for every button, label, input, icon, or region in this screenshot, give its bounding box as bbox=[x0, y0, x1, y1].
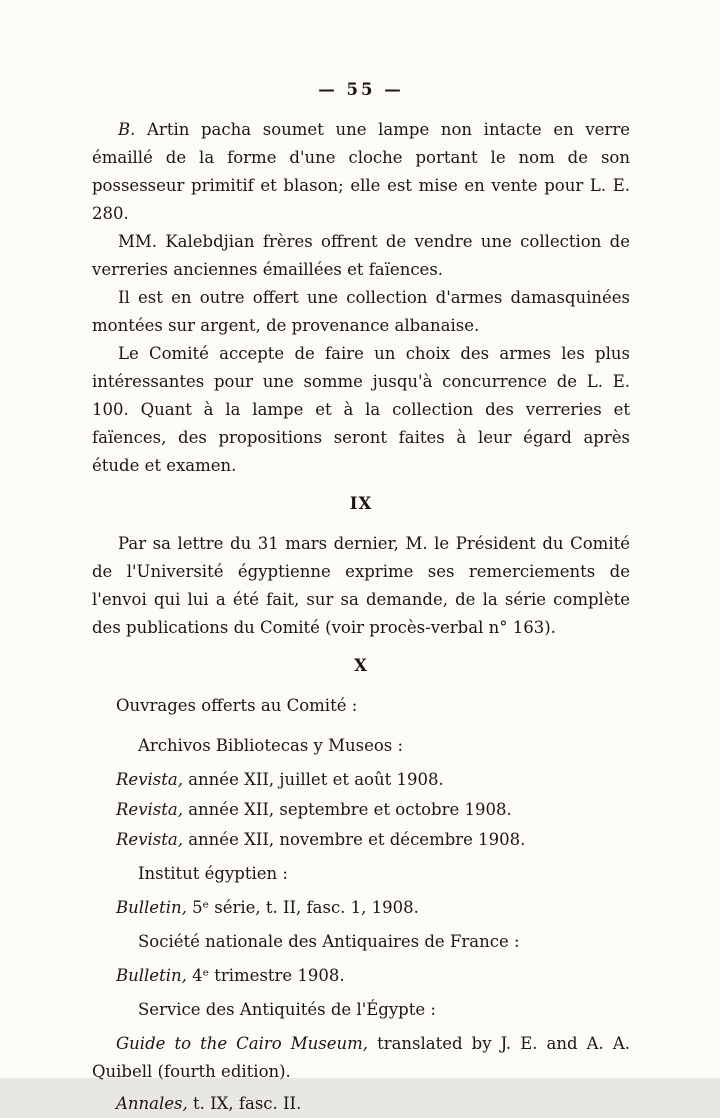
italic-title: Revista, bbox=[116, 830, 183, 849]
heading-service-antiquites: Service des Antiquités de l'Égypte : bbox=[138, 1000, 436, 1019]
entry-revista-3 bbox=[92, 826, 630, 854]
page-number: — 55 — bbox=[318, 80, 404, 99]
paragraph-artin-lamp bbox=[92, 116, 630, 228]
paragraph-lettre-president: Par sa lettre du 31 mars dernier, M. le Président du Comité de l'Université égyptienne exprime ses remerciements de l'envoi qui lui a été fait, sur sa demande, de la série complète des publications du Comité (voir procès-verbal n° 163). bbox=[92, 534, 630, 637]
entry-bulletin-institut bbox=[92, 894, 630, 922]
italic-title: Bulletin, bbox=[116, 898, 187, 917]
paragraph-armes: Il est en outre offert une collection d'armes damasquinées montées sur argent, de provenance albanaise. bbox=[92, 288, 630, 335]
italic-title: Annales, bbox=[116, 1094, 188, 1113]
entry-revista-1 bbox=[92, 766, 630, 794]
italic-lead: B. bbox=[118, 120, 136, 139]
entry-text: année XII, novembre et décembre 1908. bbox=[182, 830, 526, 849]
italic-title: Revista, bbox=[116, 800, 183, 819]
paragraph-text: Artin pacha soumet une lampe non intacte en verre émaillé de la forme d'une cloche portant le nom de son possesseur primitif et blason; elle est mise en vente pour L. E. 280. bbox=[92, 120, 630, 223]
section-numeral-ix: IX bbox=[349, 494, 373, 513]
entry-text: 4ᵉ trimestre 1908. bbox=[186, 966, 345, 985]
entry-bulletin-societe bbox=[92, 962, 630, 990]
entry-text: année XII, juillet et août 1908. bbox=[182, 770, 444, 789]
italic-title: Bulletin, bbox=[116, 966, 187, 985]
paragraph-comite-decision: Le Comité accepte de faire un choix des armes les plus intéressantes pour une somme jusqu'à concurrence de L. E. 100. Quant à la lampe et à la collection des verreries et faïences, des propositions seront faites à leur égard après étude et examen. bbox=[92, 344, 630, 475]
heading-archivos: Archivos Bibliotecas y Museos : bbox=[138, 736, 404, 755]
entry-text: t. IX, fasc. II. bbox=[187, 1094, 302, 1113]
entry-text: 5ᵉ série, t. II, fasc. 1, 1908. bbox=[186, 898, 419, 917]
entry-annales bbox=[92, 1090, 630, 1118]
entry-guide-cairo-museum bbox=[92, 1030, 630, 1086]
entry-text: année XII, septembre et octobre 1908. bbox=[182, 800, 512, 819]
italic-title: Revista, bbox=[116, 770, 183, 789]
heading-institut-egyptien: Institut égyptien : bbox=[138, 864, 288, 883]
heading-societe-antiquaires: Société nationale des Antiquaires de France : bbox=[138, 932, 520, 951]
entry-text: translated by J. E. and A. A. Quibell (fourth edition). bbox=[92, 1034, 630, 1081]
paragraph-ouvrages-offerts: Ouvrages offerts au Comité : bbox=[116, 696, 358, 715]
italic-title: Guide to the Cairo Museum, bbox=[116, 1034, 369, 1053]
paragraph-kalebdjian: MM. Kalebdjian frères offrent de vendre une collection de verreries anciennes émaillées et faïences. bbox=[92, 232, 630, 279]
section-numeral-x: X bbox=[354, 656, 368, 675]
entry-revista-2 bbox=[92, 796, 630, 824]
